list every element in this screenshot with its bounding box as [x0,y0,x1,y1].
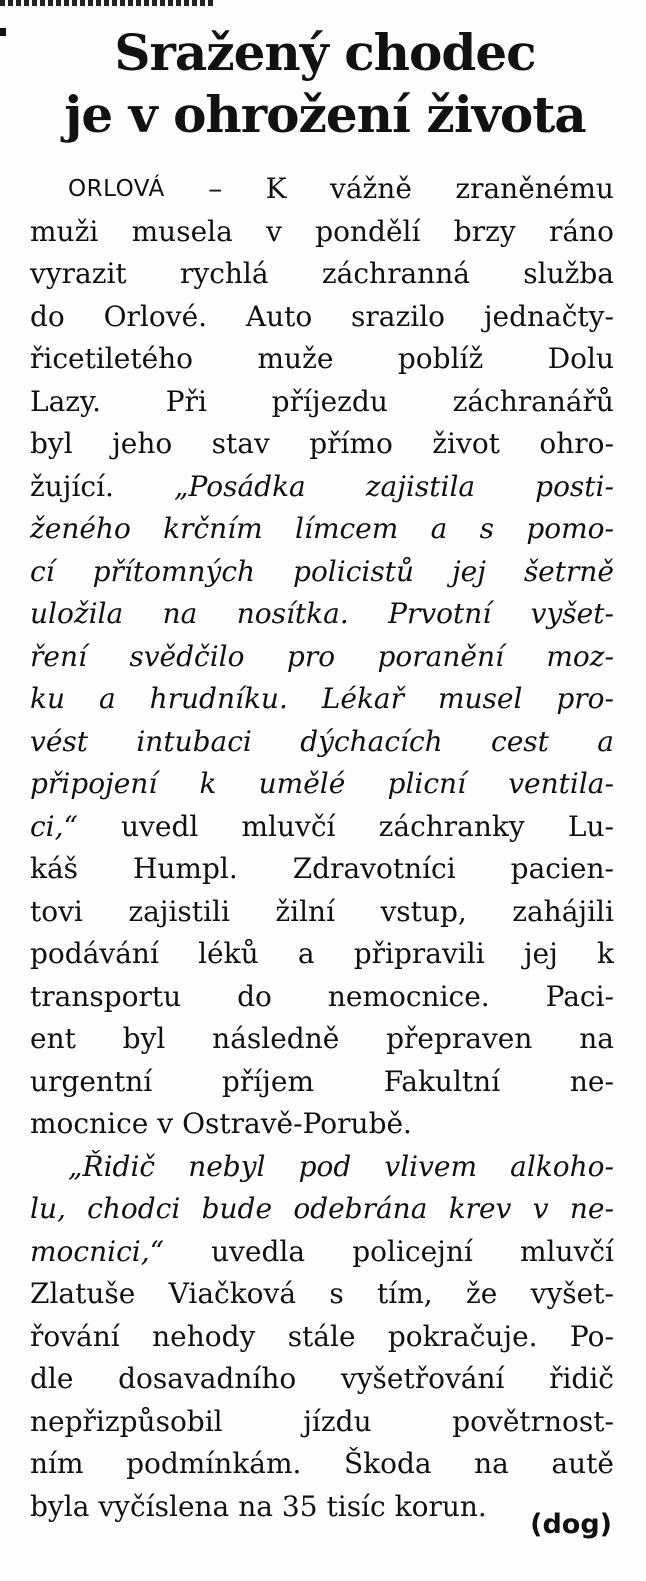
word: Škoda [343,1447,432,1480]
word: příjezdu [271,384,388,418]
word: a [430,512,448,545]
word: ne- [569,1192,614,1225]
word: Při [165,384,207,418]
word: řicetiletého [30,342,194,375]
word: nepřizpůsobil [30,1404,223,1438]
word: vlivem [384,1149,478,1183]
word: Dolu [547,342,614,375]
word: podávání [30,937,159,970]
word: žilní [275,894,336,928]
word: vstup, [380,894,467,928]
text-line [30,1316,614,1359]
word: nehody [152,1319,256,1353]
text-line [30,466,614,509]
text-line [30,338,614,381]
word: a [98,682,116,715]
word: příjem [221,1064,314,1098]
word: že [466,1277,498,1310]
text-line [30,168,614,211]
word: připravili [353,937,485,970]
corner-mark [0,28,6,36]
word: ci,“ [30,809,78,843]
text-line [30,1231,614,1274]
word: pod [298,1149,352,1183]
word: tovi [30,894,83,928]
word: záchranářů [452,384,614,418]
word: policejní [352,1234,473,1268]
text-line [30,848,614,891]
word: hrudníku. [149,682,288,715]
word: tím, [377,1277,433,1310]
word: ženého [30,512,131,545]
word: autě [551,1447,614,1480]
word: transportu [30,979,182,1013]
text-line [30,1146,614,1189]
word: léků [198,937,259,970]
text-line [30,636,614,679]
word: brzy [453,214,516,248]
word: uvedla [211,1234,306,1268]
word: k [199,767,217,800]
word: poblíž [397,342,484,375]
word: urgentní [30,1064,153,1098]
word: zajistila [365,469,476,503]
word: a [297,937,315,970]
word: „Posádka [174,469,306,503]
text-line [30,1273,614,1316]
word: Zdravotníci [292,852,456,885]
word: Prvotní [388,597,492,630]
word: do [237,979,272,1013]
word: nosítka. [236,597,349,630]
word: mocnice [30,1107,149,1140]
word: ne- [569,1064,614,1098]
word: vyšet- [530,1277,614,1310]
word: lu, [30,1192,66,1225]
top-rule [0,0,215,6]
word: zraněnému [455,172,614,205]
word: záchranná [321,257,470,290]
word: vyčíslena [98,1489,230,1523]
word: tisíc [326,1489,386,1523]
word: ORLOVÁ [68,176,165,202]
word: řidič [549,1362,614,1395]
word: zajistili [128,894,230,928]
word: Paci- [545,979,614,1013]
word: musela [131,214,233,248]
text-line [30,381,614,424]
word: stále [287,1319,356,1353]
word: ráno [548,214,614,248]
word: v [157,1107,174,1140]
word: byla [30,1489,90,1523]
word: pomo- [526,512,614,545]
text-line [30,1401,614,1444]
word: umělé [258,767,346,800]
word: Humpl. [132,852,238,885]
text-line [30,1018,614,1061]
word: následně [212,1022,340,1055]
text-line [30,253,614,296]
word: šetrně [523,554,614,588]
word: přepraven [386,1022,533,1055]
text-line [30,551,614,594]
word: vyrazit [30,257,127,290]
word: K [265,172,287,205]
word: povětrnost- [452,1404,614,1438]
word: Po- [569,1319,614,1353]
text-line [30,933,614,976]
text-line [30,296,614,339]
word: korun. [394,1489,487,1523]
word: plicní [387,767,467,800]
text-line [30,211,614,254]
author-signature: (dog) [530,1509,612,1540]
word: přítomných [92,554,256,588]
word: s [329,1277,344,1310]
word: s [479,512,494,545]
word: na [474,1447,509,1480]
word: Fakultní [383,1064,501,1098]
word: intubaci [136,724,252,758]
word: mocnici,“ [30,1234,164,1268]
word: byl [30,427,73,460]
word: uložila [30,597,124,630]
word: na [579,1022,614,1055]
word: Zlatuše [30,1277,136,1310]
text-line [30,1061,614,1104]
word: – [208,172,223,205]
text-line [30,1358,614,1401]
text-line [30,593,614,636]
word: uvedl [121,809,199,843]
word: alkoho- [510,1149,614,1183]
word: jej [523,937,558,970]
text-line [30,891,614,934]
word: Lu- [567,809,614,843]
word: Orlové. [103,299,208,333]
word: nebyl [188,1149,266,1183]
word: cí [30,554,55,588]
word: pondělí [315,214,421,248]
word: řování [30,1319,120,1353]
word: vyšetřování [340,1362,505,1395]
word: muži [30,214,99,248]
text-line [30,976,614,1019]
word: jízdu [303,1404,372,1438]
word: svědčilo [129,639,245,673]
word: krev [448,1192,512,1225]
word: ku [30,682,65,715]
text-line [30,423,614,466]
text-line [30,1486,614,1529]
word: pacien- [510,852,614,885]
word: vyšet- [530,597,614,630]
word: Lékař [321,682,404,715]
word: dle [30,1362,74,1395]
word: dosavadního [118,1362,297,1395]
text-line [30,678,614,721]
word: podmínkám. [126,1447,302,1480]
word: srazilo [351,299,446,333]
word: „Řidič [68,1149,156,1183]
word: Ostravě-Porubě. [182,1107,412,1140]
word: ním [30,1447,84,1480]
text-line [30,806,614,849]
text-line [30,1443,614,1486]
text-line [30,508,614,551]
word: ventila- [508,767,614,800]
word: život [432,427,500,460]
word: mluvčí [519,1234,614,1268]
word: Viačková [168,1277,297,1310]
word: musel [437,682,523,715]
word: mluvčí [241,809,336,843]
word: odebrána [293,1192,428,1225]
word: ohro- [539,427,614,460]
text-line [30,721,614,764]
word: poranění [377,639,504,673]
word: pro [286,639,336,673]
word: do [30,299,65,333]
headline-line: je v ohrožení života [64,85,586,144]
word: krčním [163,512,263,545]
word: v [532,1192,549,1225]
headline-line: Sražený chodec [114,23,536,82]
word: pro- [556,682,614,715]
word: na [162,597,198,630]
word: dýchacích [300,724,443,758]
text-line [30,1188,614,1231]
word: stav [211,427,270,460]
text-line [30,1103,614,1146]
article-body [30,168,614,1528]
word: přímo [309,427,393,460]
word: jeho [112,427,173,460]
word: služba [523,257,614,290]
word: ření [30,639,87,673]
word: rychlá [180,257,269,290]
word: posti- [535,469,614,503]
word: v [266,214,282,248]
word: bude [201,1192,273,1225]
text-line [30,763,614,806]
word: jednačty- [483,299,614,333]
word: záchranky [378,809,525,843]
word: moz- [546,639,614,673]
word: nemocnice. [327,979,490,1013]
word: cest [491,724,549,758]
word: byl [122,1022,166,1055]
word: 35 [281,1489,318,1523]
word: zahájili [512,894,614,928]
word: vést [30,724,89,758]
word: chodci [87,1192,181,1225]
word: policistů [293,554,414,588]
word: vážně [330,172,412,205]
word: žující. [30,469,114,503]
word: límcem [295,512,399,545]
word: a [597,724,614,758]
word: k [596,937,614,970]
word: Lazy. [30,384,102,418]
word: připojení [30,767,158,800]
word: ent [30,1022,76,1055]
headline [20,22,630,146]
word: Auto [245,299,313,333]
word: muže [257,342,334,375]
word: jej [451,554,486,588]
word: na [238,1489,273,1523]
word: káš [30,852,79,885]
word: pokračuje. [387,1319,538,1353]
